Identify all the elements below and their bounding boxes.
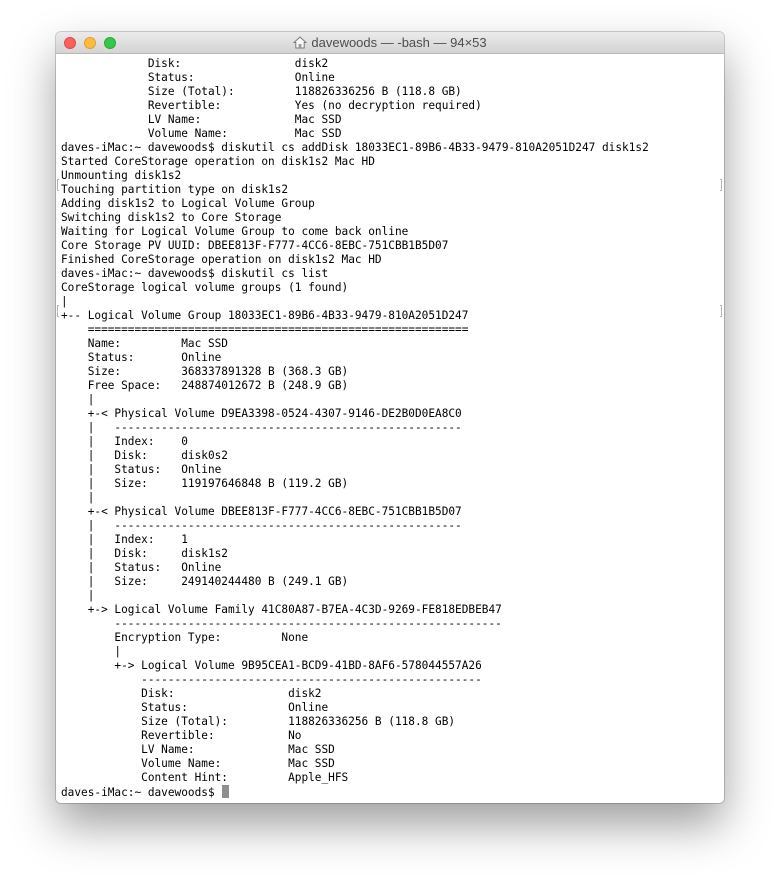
command-mark-left xyxy=(57,305,59,317)
terminal-line: Disk: disk2 xyxy=(61,57,329,70)
terminal-line: | xyxy=(61,491,95,504)
terminal-line: Waiting for Logical Volume Group to come back online xyxy=(61,225,409,238)
terminal-line: | Status: Online xyxy=(61,561,222,574)
terminal-line: ========================================================= xyxy=(61,323,469,336)
terminal-line: | Disk: disk0s2 xyxy=(61,449,228,462)
terminal-line: | xyxy=(61,393,95,406)
terminal-line: | xyxy=(61,645,122,658)
terminal-line: Revertible: No xyxy=(61,729,302,742)
command-mark-left xyxy=(57,179,59,191)
terminal-line: CoreStorage logical volume groups (1 found) xyxy=(61,281,349,294)
terminal-line: +-> Logical Volume Family 41C80A87-B7EA-4C3D-9269-FE818EDBEB47 xyxy=(61,603,502,616)
terminal-line: Content Hint: Apple_HFS xyxy=(61,771,349,784)
terminal-line: Core Storage PV UUID: DBEE813F-F777-4CC6-8EBC-751CBB1B5D07 xyxy=(61,239,449,252)
terminal-line: --------------------------------------------------- xyxy=(61,673,482,686)
terminal-line: | ---------------------------------------------------- xyxy=(61,421,462,434)
terminal-line: Disk: disk2 xyxy=(61,687,322,700)
terminal-line: LV Name: Mac SSD xyxy=(61,743,335,756)
terminal-line: Started CoreStorage operation on disk1s2 Mac HD xyxy=(61,155,375,168)
terminal-line: Free Space: 248874012672 B (248.9 GB) xyxy=(61,379,349,392)
window-title-area xyxy=(56,32,724,53)
terminal-line: +-- Logical Volume Group 18033EC1-89B6-4B33-9479-810A2051D247 xyxy=(61,309,469,322)
home-folder-icon xyxy=(293,36,307,49)
terminal-line: Status: Online xyxy=(61,351,222,364)
title-bar[interactable] xyxy=(56,32,724,54)
terminal-line: Unmounting disk1s2 xyxy=(61,169,182,182)
prompt-text: daves-iMac:~ davewoods$ xyxy=(61,786,222,799)
terminal-line: ---------------------------------------------------------- xyxy=(61,617,502,630)
terminal-line: | Disk: disk1s2 xyxy=(61,547,228,560)
terminal-line: Status: Online xyxy=(61,71,335,84)
terminal-line: +-> Logical Volume 9B95CEA1-BCD9-41BD-8AF6-578044557A26 xyxy=(61,659,482,672)
terminal-line: daves-iMac:~ davewoods$ diskutil cs addDisk 18033EC1-89B6-4B33-9479-810A2051D247 disk1s2 xyxy=(61,141,649,154)
terminal-line: Switching disk1s2 to Core Storage xyxy=(61,211,282,224)
terminal-line: Volume Name: Mac SSD xyxy=(61,757,335,770)
terminal-line: Revertible: Yes (no decryption required) xyxy=(61,99,482,112)
terminal-output[interactable] xyxy=(56,54,724,803)
terminal-line: Encryption Type: None xyxy=(61,631,309,644)
terminal-line: | Size: 249140244480 B (249.1 GB) xyxy=(61,575,349,588)
terminal-line: Size (Total): 118826336256 B (118.8 GB) xyxy=(61,715,456,728)
terminal-line: | xyxy=(61,295,68,308)
terminal-line: Touching partition type on disk1s2 xyxy=(61,183,289,196)
terminal-lines xyxy=(61,57,716,799)
terminal-line: | Size: 119197646848 B (119.2 GB) xyxy=(61,477,349,490)
window-title: davewoods — -bash — 94×53 xyxy=(311,35,487,50)
terminal-line: | Status: Online xyxy=(61,463,222,476)
command-mark-right xyxy=(720,305,722,317)
terminal-line: | Index: 0 xyxy=(61,435,188,448)
text-cursor xyxy=(222,785,229,798)
terminal-line: Size (Total): 118826336256 B (118.8 GB) xyxy=(61,85,462,98)
terminal-line: Status: Online xyxy=(61,701,329,714)
terminal-line: LV Name: Mac SSD xyxy=(61,113,342,126)
terminal-line: Volume Name: Mac SSD xyxy=(61,127,342,140)
terminal-line: Adding disk1s2 to Logical Volume Group xyxy=(61,197,315,210)
terminal-line: +-< Physical Volume D9EA3398-0524-4307-9146-DE2B0D0EA8C0 xyxy=(61,407,462,420)
terminal-line: Finished CoreStorage operation on disk1s2 Mac HD xyxy=(61,253,382,266)
command-mark-right xyxy=(720,179,722,191)
terminal-line: +-< Physical Volume DBEE813F-F777-4CC6-8EBC-751CBB1B5D07 xyxy=(61,505,462,518)
terminal-line: | xyxy=(61,589,95,602)
command-prompt[interactable] xyxy=(61,785,716,799)
terminal-window xyxy=(56,32,724,803)
terminal-line: | ---------------------------------------------------- xyxy=(61,519,462,532)
terminal-line: daves-iMac:~ davewoods$ diskutil cs list xyxy=(61,267,329,280)
terminal-line: Name: Mac SSD xyxy=(61,337,228,350)
terminal-line: Size: 368337891328 B (368.3 GB) xyxy=(61,365,349,378)
terminal-line: | Index: 1 xyxy=(61,533,188,546)
